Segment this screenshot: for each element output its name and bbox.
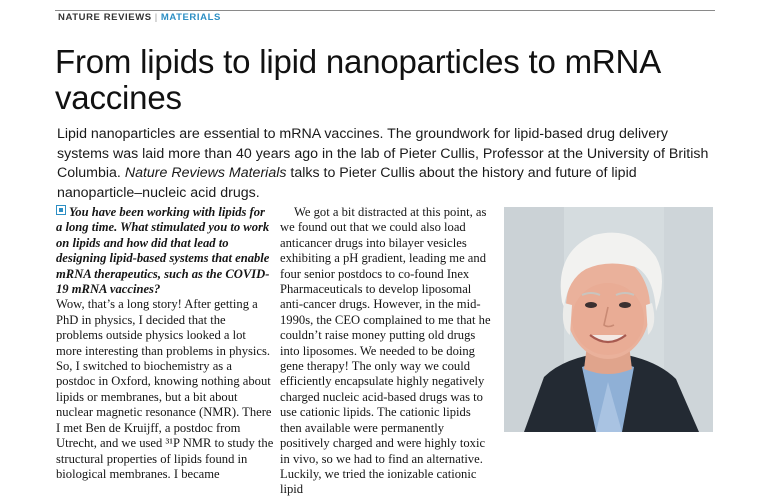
interview-question: [56, 205, 274, 297]
header-rule: [55, 10, 715, 11]
question-text: You have been working with lipids for a long time. What stimulated you to work on lipids and how did that lead to designing lipid-based systems that enable mRNA therapeutics, such as the COVID-19 mRNA vaccines?: [56, 205, 270, 297]
standfirst-text-2: talks to Pieter Cullis about the history and future of lipid nanoparticle–nucleic acid drugs.: [57, 165, 637, 201]
standfirst-journal: Nature Reviews Materials: [124, 165, 287, 181]
journal-section: MATERIALS: [160, 12, 221, 23]
column-1: [56, 205, 274, 482]
header-separator: |: [154, 12, 158, 23]
column-2: [280, 205, 495, 498]
portrait-photo: [504, 207, 713, 432]
standfirst-text-1: Lipid nanoparticles are essential to mRNA vaccines. The groundwork for lipid-based drug delivery systems was laid more than 40 years ago in the lab of Pieter Cullis, Professor at the University of British Columbia.: [57, 126, 709, 181]
square-marker-icon: [56, 205, 66, 215]
portrait-illustration: [504, 207, 713, 432]
journal-name: NATURE REVIEWS: [58, 12, 152, 23]
journal-header: [58, 12, 221, 23]
answer-text: Wow, that’s a long story! After getting a PhD in physics, I decided that the problems outside physics looked a lot more interesting than problems in physics. So, I switched to biochemistry as a postdoc in Oxford, knowing nothing about lipids or membranes, but a bit about nuclear magnetic resonance (NMR). There I met Ben de Kruijff, a postdoc from Utrecht, and we used ³¹P NMR to study the structural properties of lipids found in biological membranes. I became: [56, 297, 274, 481]
column-2-text: We got a bit distracted at this point, as we found out that we could also load anticancer drugs into bilayer vesicles exhibiting a pH gradient, leading me and four senior postdocs to co-found Inex Pharmaceuticals to develop liposomal anti-cancer drugs. However, in the mid-1990s, the CEO complained to me that he couldn’t raise money putting old drugs into liposomes. We needed to be doing gene therapy! The only way we could efficiently encapsulate highly negatively charged nucleic acid-based drugs was to use cationic lipids. The cationic lipids then available were permanently positively charged and were highly toxic in vivo, so we had to find an alternative. Luckily, we tried the ionizable cationic lipid: [280, 205, 491, 497]
article-title: From lipids to lipid nanoparticles to mRNA vaccines: [55, 43, 660, 116]
standfirst: [57, 125, 722, 203]
